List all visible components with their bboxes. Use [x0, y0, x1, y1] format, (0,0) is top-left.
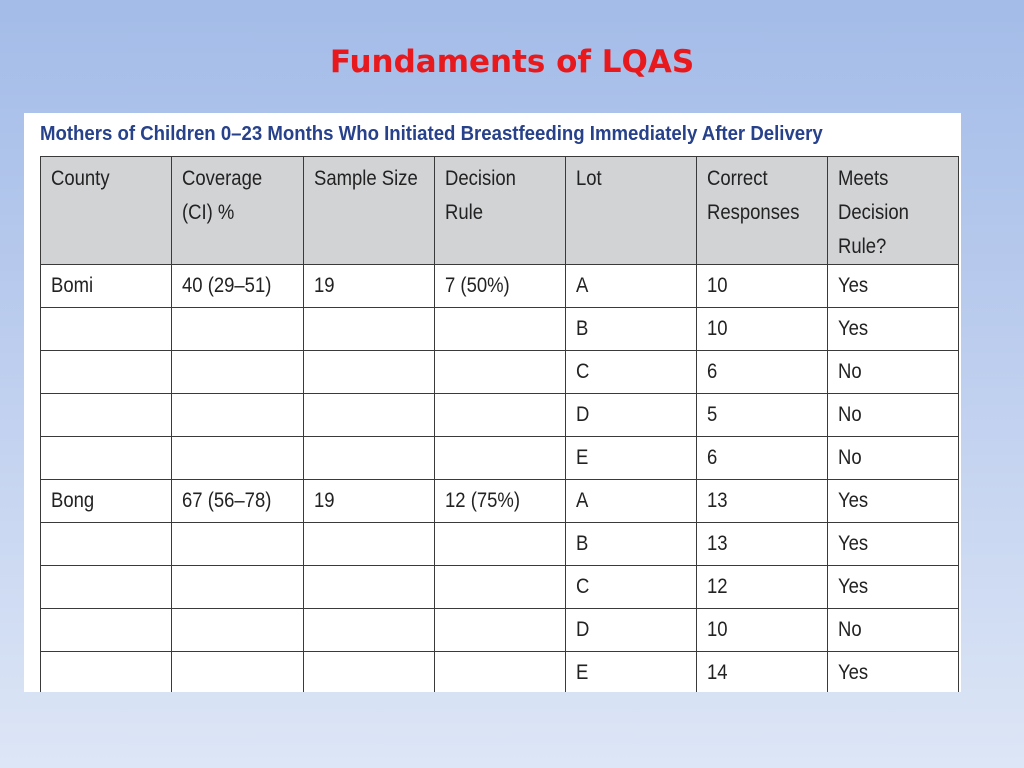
column-header-coverage: Coverage (CI) % [172, 157, 304, 265]
cell-decision-rule [435, 652, 566, 693]
cell-county [41, 351, 172, 394]
column-header-sample-size: Sample Size [304, 157, 435, 265]
cell-lot: D [566, 609, 697, 652]
column-header-correct-responses: Correct Responses [697, 157, 828, 265]
cell-meets-decision-rule: Yes [828, 652, 959, 693]
cell-correct-responses: 14 [697, 652, 828, 693]
column-header-decision-rule: Decision Rule [435, 157, 566, 265]
cell-decision-rule [435, 437, 566, 480]
cell-decision-rule [435, 394, 566, 437]
cell-county: Bong [41, 480, 172, 523]
cell-lot: D [566, 394, 697, 437]
cell-correct-responses: 5 [697, 394, 828, 437]
cell-coverage [172, 652, 304, 693]
cell-lot: E [566, 652, 697, 693]
cell-sample-size [304, 609, 435, 652]
cell-coverage [172, 609, 304, 652]
lqas-table [40, 156, 959, 692]
cell-county [41, 394, 172, 437]
cell-meets-decision-rule: No [828, 351, 959, 394]
table-caption: Mothers of Children 0–23 Months Who Initiated Breastfeeding Immediately After Delivery [40, 123, 823, 145]
cell-correct-responses: 10 [697, 609, 828, 652]
table-row [41, 652, 959, 693]
cell-meets-decision-rule: No [828, 609, 959, 652]
table-body [41, 265, 959, 693]
cell-sample-size [304, 652, 435, 693]
cell-coverage: 67 (56–78) [172, 480, 304, 523]
table-row [41, 394, 959, 437]
cell-lot: E [566, 437, 697, 480]
table-header-row [41, 157, 959, 265]
cell-meets-decision-rule: Yes [828, 523, 959, 566]
cell-correct-responses: 12 [697, 566, 828, 609]
cell-sample-size [304, 394, 435, 437]
cell-correct-responses: 10 [697, 308, 828, 351]
cell-county: Bomi [41, 265, 172, 308]
table-row [41, 437, 959, 480]
table-row [41, 265, 959, 308]
table-row [41, 480, 959, 523]
cell-correct-responses: 13 [697, 523, 828, 566]
cell-county [41, 609, 172, 652]
column-header-meets-decision-rule: Meets Decision Rule? [828, 157, 959, 265]
cell-coverage [172, 437, 304, 480]
cell-decision-rule [435, 523, 566, 566]
cell-correct-responses: 13 [697, 480, 828, 523]
cell-lot: C [566, 566, 697, 609]
column-header-county: County [41, 157, 172, 265]
cell-meets-decision-rule: Yes [828, 265, 959, 308]
table-row [41, 351, 959, 394]
table-row [41, 566, 959, 609]
cell-correct-responses: 6 [697, 437, 828, 480]
table-row [41, 609, 959, 652]
cell-lot: B [566, 308, 697, 351]
cell-decision-rule [435, 566, 566, 609]
table-row [41, 308, 959, 351]
cell-sample-size: 19 [304, 480, 435, 523]
cell-county [41, 308, 172, 351]
cell-coverage [172, 394, 304, 437]
cell-sample-size [304, 437, 435, 480]
cell-sample-size [304, 351, 435, 394]
column-header-lot: Lot [566, 157, 697, 265]
cell-sample-size: 19 [304, 265, 435, 308]
cell-correct-responses: 10 [697, 265, 828, 308]
cell-sample-size [304, 523, 435, 566]
cell-decision-rule: 12 (75%) [435, 480, 566, 523]
cell-decision-rule [435, 351, 566, 394]
cell-decision-rule [435, 308, 566, 351]
cell-lot: A [566, 480, 697, 523]
cell-meets-decision-rule: No [828, 394, 959, 437]
cell-lot: A [566, 265, 697, 308]
cell-lot: B [566, 523, 697, 566]
cell-county [41, 652, 172, 693]
cell-sample-size [304, 566, 435, 609]
cell-decision-rule: 7 (50%) [435, 265, 566, 308]
cell-county [41, 437, 172, 480]
cell-meets-decision-rule: Yes [828, 480, 959, 523]
table-row [41, 523, 959, 566]
cell-county [41, 566, 172, 609]
table-figure [24, 113, 961, 692]
cell-correct-responses: 6 [697, 351, 828, 394]
cell-coverage [172, 351, 304, 394]
cell-coverage: 40 (29–51) [172, 265, 304, 308]
cell-county [41, 523, 172, 566]
cell-meets-decision-rule: Yes [828, 566, 959, 609]
cell-sample-size [304, 308, 435, 351]
cell-coverage [172, 566, 304, 609]
cell-decision-rule [435, 609, 566, 652]
cell-lot: C [566, 351, 697, 394]
cell-meets-decision-rule: No [828, 437, 959, 480]
cell-coverage [172, 523, 304, 566]
slide-title: Fundaments of LQAS [329, 44, 695, 80]
cell-meets-decision-rule: Yes [828, 308, 959, 351]
cell-coverage [172, 308, 304, 351]
